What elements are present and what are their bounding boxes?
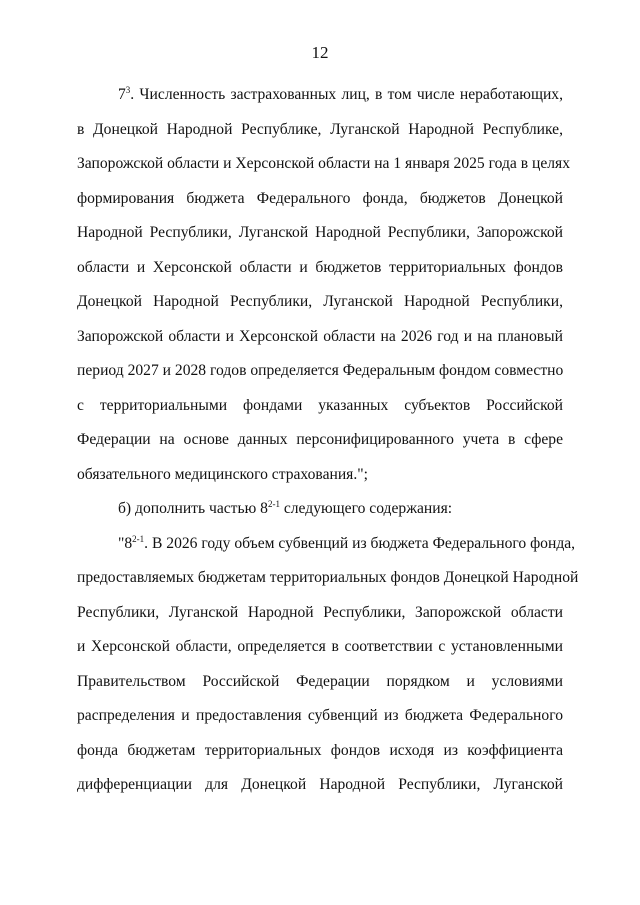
paragraph-7-3-line-10: с территориальными фондами указанных субъектов Российской: [77, 396, 563, 414]
paragraph-7-3-line-4: формирования бюджета Федерального фонда, бюджетов Донецкой: [77, 189, 563, 207]
paragraph-7-3-marker: 7: [118, 86, 126, 103]
paragraph-8-2-1-line-7: фонда бюджетам территориальных фондов исходя из коэффициента: [77, 741, 563, 759]
paragraph-8-2-1-line-8: дифференциации для Донецкой Народной Республики, Луганской: [77, 776, 563, 793]
paragraph-8-2-1-line-6: распределения и предоставления субвенций из бюджета Федерального: [77, 707, 563, 724]
paragraph-b-text-after: следующего содержания:: [279, 500, 453, 517]
paragraph-b-text-before: б) дополнить частью 8: [118, 500, 268, 517]
paragraph-7-3-line-8: Запорожской области и Херсонской области на 2026 год и на плановый: [77, 327, 563, 345]
paragraph-7-3-line-3: Запорожской области и Херсонской области на 1 января 2025 года в целях: [77, 155, 570, 172]
paragraph-7-3-line-7: Донецкой Народной Республики, Луганской Народной Республики,: [77, 293, 563, 310]
document-body: [77, 78, 579, 803]
paragraph-7-3-line-1: [77, 78, 563, 113]
paragraph-8-2-1-marker: "8: [118, 534, 133, 552]
paragraph-7-3-text-1: . Численность застрахованных лиц, в том числе неработающих,: [130, 86, 563, 103]
paragraph-7-3-line-9: период 2027 и 2028 годов определяется Федеральным фондом совместно: [77, 362, 564, 379]
paragraph-7-3-line-12: обязательного медицинского страхования.";: [77, 465, 368, 483]
page-number: 12: [311, 43, 329, 62]
paragraph-b-sup: 2-1: [267, 499, 280, 509]
paragraph-7-3-line-11: Федерации на основе данных персонифицированного учета в сфере: [77, 431, 563, 448]
paragraph-7-3-line-2: в Донецкой Народной Республике, Луганской Народной Республике,: [77, 120, 563, 138]
paragraph-b: [77, 492, 563, 527]
paragraph-8-2-1-text-1: . В 2026 году объем субвенций из бюджета Федерального фонда,: [144, 534, 576, 552]
paragraph-8-2-1-line-2: предоставляемых бюджетам территориальных фондов Донецкой Народной: [77, 569, 579, 586]
paragraph-8-2-1-marker-sup: 2-1: [132, 533, 145, 544]
paragraph-7-3-line-6: области и Херсонской области и бюджетов территориальных фондов: [77, 258, 563, 276]
paragraph-7-3-marker-sup: 3: [125, 85, 131, 95]
paragraph-8-2-1-line-5: Правительством Российской Федерации порядком и условиями: [77, 672, 563, 690]
paragraph-8-2-1-line-4: и Херсонской области, определяется в соответствии с установленными: [77, 638, 563, 655]
paragraph-8-2-1-line-3: Республики, Луганской Народной Республики, Запорожской области: [77, 603, 563, 621]
paragraph-7-3-line-5: Народной Республики, Луганской Народной Республики, Запорожской: [77, 224, 563, 241]
paragraph-8-2-1-line-1: [77, 527, 576, 562]
